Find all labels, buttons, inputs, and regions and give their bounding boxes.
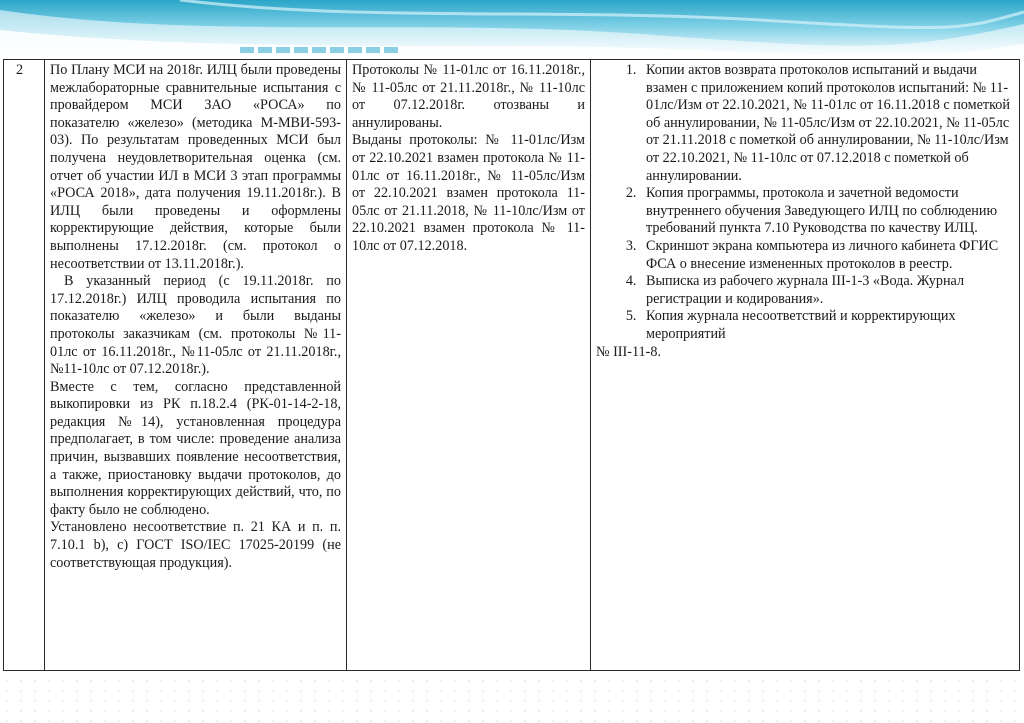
- footer-dot-pattern: [0, 676, 1024, 723]
- list-item: 4. Выписка из рабочего журнала III-1-3 «Вода. Журнал регистрации и кодирования».: [640, 273, 1014, 308]
- description-paragraph: В указанный период (с 19.11.2018г. по 17.12.2018г.) ИЛЦ проводила испытания по показателю «железо» и были выданы протоколы заказчикам (см. протоколы №11-01лс от 16.11.2018г., №11-05лс от 21.11.2018г., №11-10лс от 07.12.2018г.).: [50, 273, 341, 378]
- evidence-cell: [591, 60, 1020, 671]
- actions-paragraph: Выданы протоколы: № 11-01лс/Изм от 22.10.2021 взамен протокола № 11-01лс от 16.11.2018г., № 11-05лс/Изм от 22.10.2021 взамен протокола 11-05лс от 21.11.2018, № 11-10лс/Изм от 22.10.2021 взамен протокола № 11-10лс от 07.12.2018.: [352, 132, 585, 254]
- description-paragraph: Установлено несоответствие п. 21 КА и п. п. 7.10.1 b), c) ГОСТ ISO/IEC 17025-20199 (не соответствующая продукция).: [50, 519, 341, 571]
- list-item: 5. Копия журнала несоответствий и корректирующих мероприятий: [640, 308, 1014, 343]
- actions-paragraph: Протоколы № 11-01лс от 16.11.2018г., № 11-05лс от 21.11.2018г., № 11-10лс от 07.12.2018г. отозваны и аннулированы.: [352, 62, 585, 131]
- nonconformity-description-cell: [45, 60, 347, 671]
- description-paragraph: По Плану МСИ на 2018г. ИЛЦ были проведены межлабораторные сравнительные испытания с провайдером МСИ ЗАО «РОСА» по показателю «железо» (методика М-МВИ-593-03). По результатам проведенных МСИ был получена неудовлетворительная оценка (см. отчет об участии ИЛ в МСИ 3 этап программы «РОСА 2018», дата получения 19.11.2018г.). В ИЛЦ были проведены и оформлены корректирующие действия, которые были выполнены 17.12.2018г. (см. протокол о несоответствии от 13.11.2018г.).: [50, 62, 341, 272]
- description-paragraph: Вместе с тем, согласно представленной выкопировки из РК п.18.2.4 (РК-01-14-2-18, редакция №14), установленная процедура предполагает, в том числе: проведение анализа причин, вызвавших появление несоответствия, а также, приостановку выдачи протоколов, до выполнения корректирующих действий, что, по факту было не соблюдено.: [50, 378, 341, 518]
- list-item: 3. Скриншот экрана компьютера из личного кабинета ФГИС ФСА о внесение измененных протоколов в реестр.: [640, 238, 1014, 273]
- corrective-actions-cell: [347, 60, 591, 671]
- table-row: [4, 60, 1020, 671]
- row-number: 2: [4, 60, 45, 671]
- wave-decoration: [0, 0, 1024, 58]
- findings-table: [3, 59, 1020, 671]
- title-underline-decoration: [240, 47, 400, 53]
- list-item: 2. Копия программы, протокола и зачетной ведомости внутреннего обучения Заведующего ИЛЦ по соблюдению требований пункта 7.10 Руководства по качеству ИЛЦ.: [640, 185, 1014, 238]
- list-item: 1. Копии актов возврата протоколов испытаний и выдачи взамен с приложением копий протоколов испытаний: № 11-01лс/Изм от 22.10.2021, № 11-01лс от 16.11.2018 с пометкой об аннулировании, № 11-05лс/Изм от 22.10.2021, № 11-05лс от 21.11.2018 с пометкой об аннулировании, № 11-10лс/Изм от 22.10.2021, № 11-10лс от 07.12.2018 с пометкой об аннулировании.: [640, 62, 1014, 185]
- header-wave-band: [0, 0, 1024, 58]
- evidence-list: [596, 62, 1014, 344]
- evidence-tail: № III-11-8.: [596, 343, 662, 360]
